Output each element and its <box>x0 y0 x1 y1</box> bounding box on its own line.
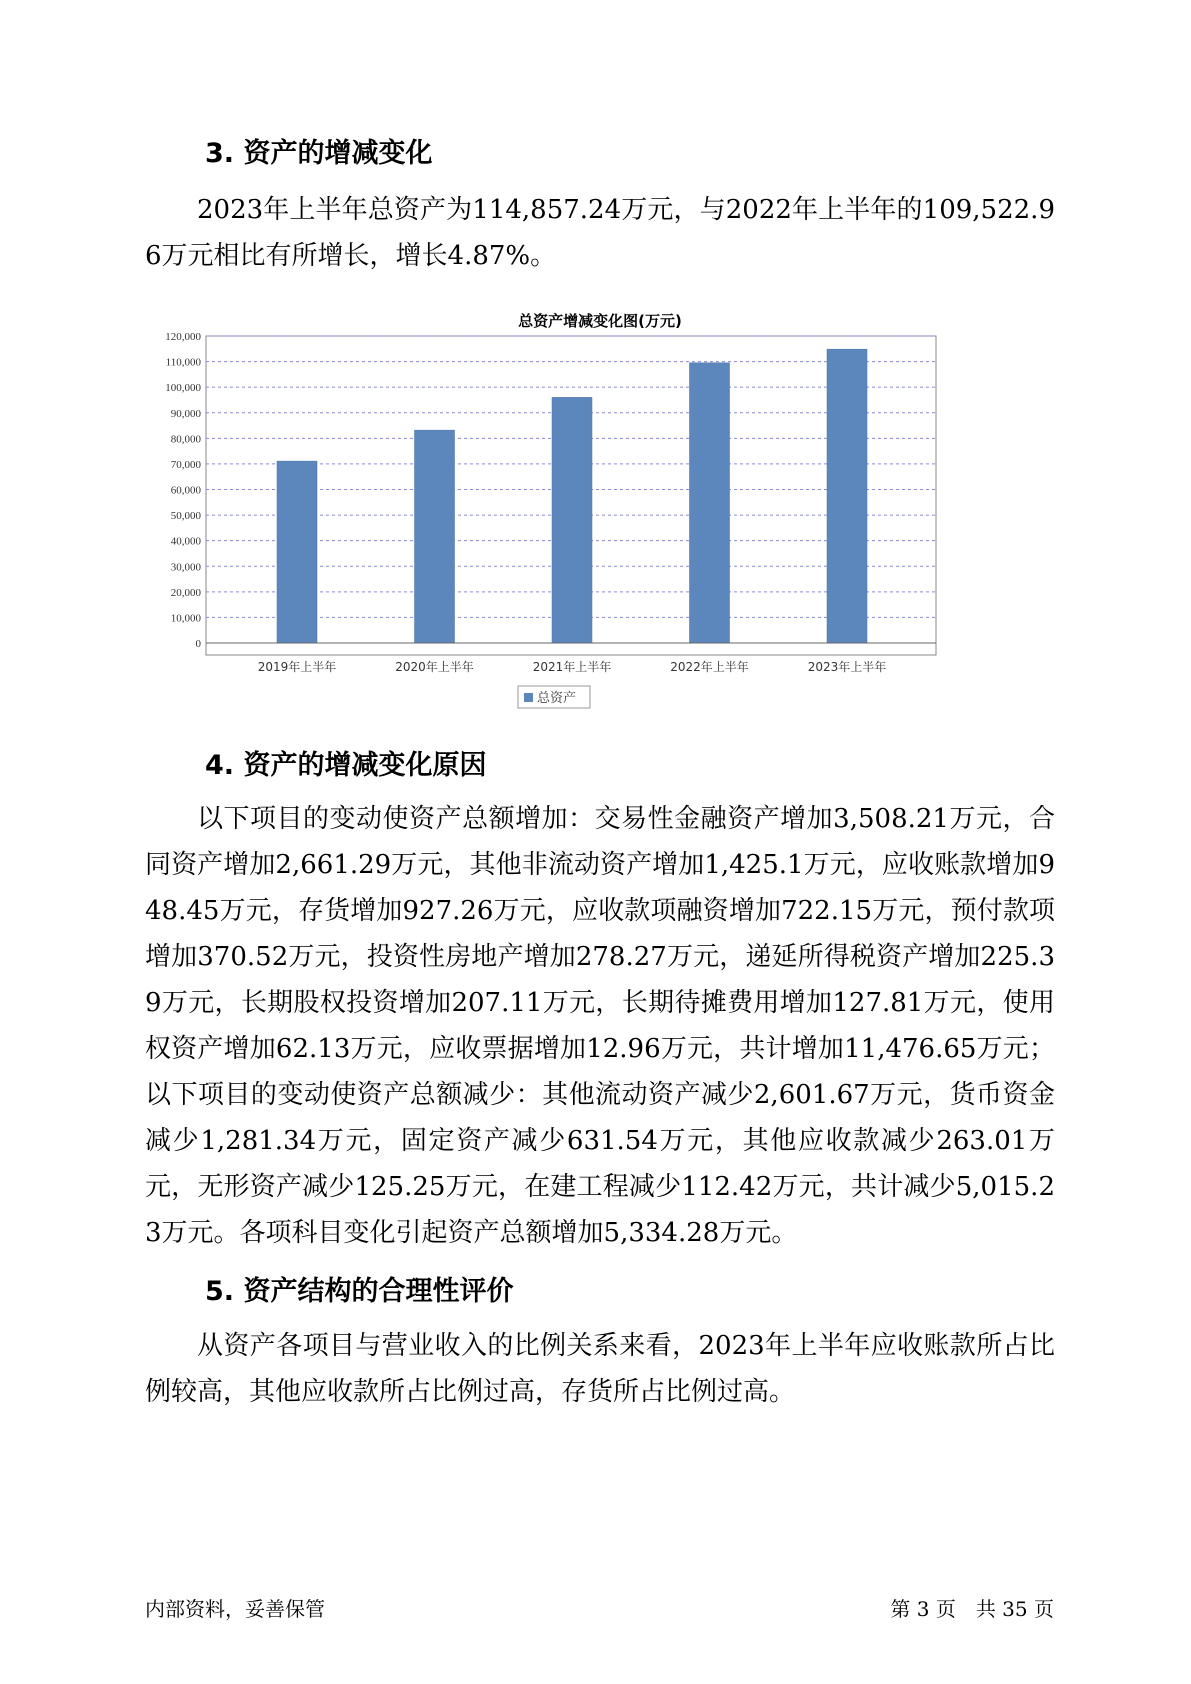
y-tick-label: 80,000 <box>170 433 201 446</box>
y-tick-label: 30,000 <box>170 561 201 574</box>
y-tick-label: 120,000 <box>165 331 201 343</box>
y-tick-label: 70,000 <box>170 458 201 471</box>
section3-heading: 3. 资产的增减变化 <box>205 138 433 169</box>
y-tick-label: 50,000 <box>170 510 201 523</box>
x-tick-label: 2020年上半年 <box>395 660 474 674</box>
x-tick-label: 2023年上半年 <box>807 660 887 674</box>
y-tick-label: 20,000 <box>170 586 201 599</box>
total-assets-chart <box>150 312 1050 772</box>
bar <box>690 363 730 643</box>
section5-paragraph: 从资产各项目与营业收入的比例关系来看，2023年上半年应收账款所占比例较高，其他应收款所占比例过高，存货所占比例过高。 <box>145 1331 1055 1407</box>
x-tick-label: 2021年上半年 <box>532 660 612 674</box>
y-tick-label: 100,000 <box>165 382 201 395</box>
x-tick-label: 2022年上半年 <box>670 660 749 674</box>
chart-title: 总资产增减变化图(万元) <box>518 312 682 331</box>
y-tick-label: 110,000 <box>165 356 201 369</box>
legend-label: 总资产 <box>537 691 577 706</box>
section4-heading: 4. 资产的增减变化原因 <box>205 750 487 781</box>
legend <box>518 686 590 708</box>
chart-svg <box>150 312 1050 772</box>
y-tick-label: 10,000 <box>170 612 201 625</box>
section3-paragraph: 2023年上半年总资产为114,857.24万元，与2022年上半年的109,522.96万元相比有所增长，增长4.87%。 <box>145 195 1055 271</box>
bar <box>827 349 867 643</box>
bars <box>277 349 867 643</box>
y-tick-label: 0 <box>195 638 201 650</box>
legend-swatch <box>524 693 533 702</box>
footer-page-number: 第 3 页 共 35 页 <box>890 1597 1054 1621</box>
footer-left: 内部资料，妥善保管 <box>145 1597 325 1621</box>
section4-paragraph: 以下项目的变动使资产总额增加：交易性金融资产增加3,508.21万元，合同资产增加2,661.29万元，其他非流动资产增加1,425.1万元，应收账款增加948.45万元，存货增加927.26万元，应收款项融资增加722.15万元，预付款项增加370.52万元，投资性房地产增加278.27万元，递延所得税资产增加225.39万元，长期股权投资增加207.11万元，长期待摊费用增加127.81万元，使用权资产增加62.13万元，应收票据增加12.96万元，共计增加11,476.65万元；以下项目的变动使资产总额减少：其他流动资产减少2,601.67万元，货币资金减少1,281.34万元，固定资产减少631.54万元，其他应收款减少263.01万元，无形资产减少125.25万元，在建工程减少112.42万元，共计减少5,015.23万元。各项科目变化引起资产总额增加5,334.28万元。 <box>145 804 1055 1248</box>
y-tick-label: 90,000 <box>170 407 201 420</box>
x-tick-label: 2019年上半年 <box>257 660 337 674</box>
bar <box>552 397 592 643</box>
bar <box>277 461 317 643</box>
section5-heading: 5. 资产结构的合理性评价 <box>205 1276 514 1307</box>
bar <box>415 430 455 643</box>
y-axis-ticks <box>165 331 201 650</box>
y-tick-label: 60,000 <box>170 484 201 497</box>
x-axis-ticks <box>258 659 887 674</box>
y-tick-label: 40,000 <box>170 535 201 548</box>
